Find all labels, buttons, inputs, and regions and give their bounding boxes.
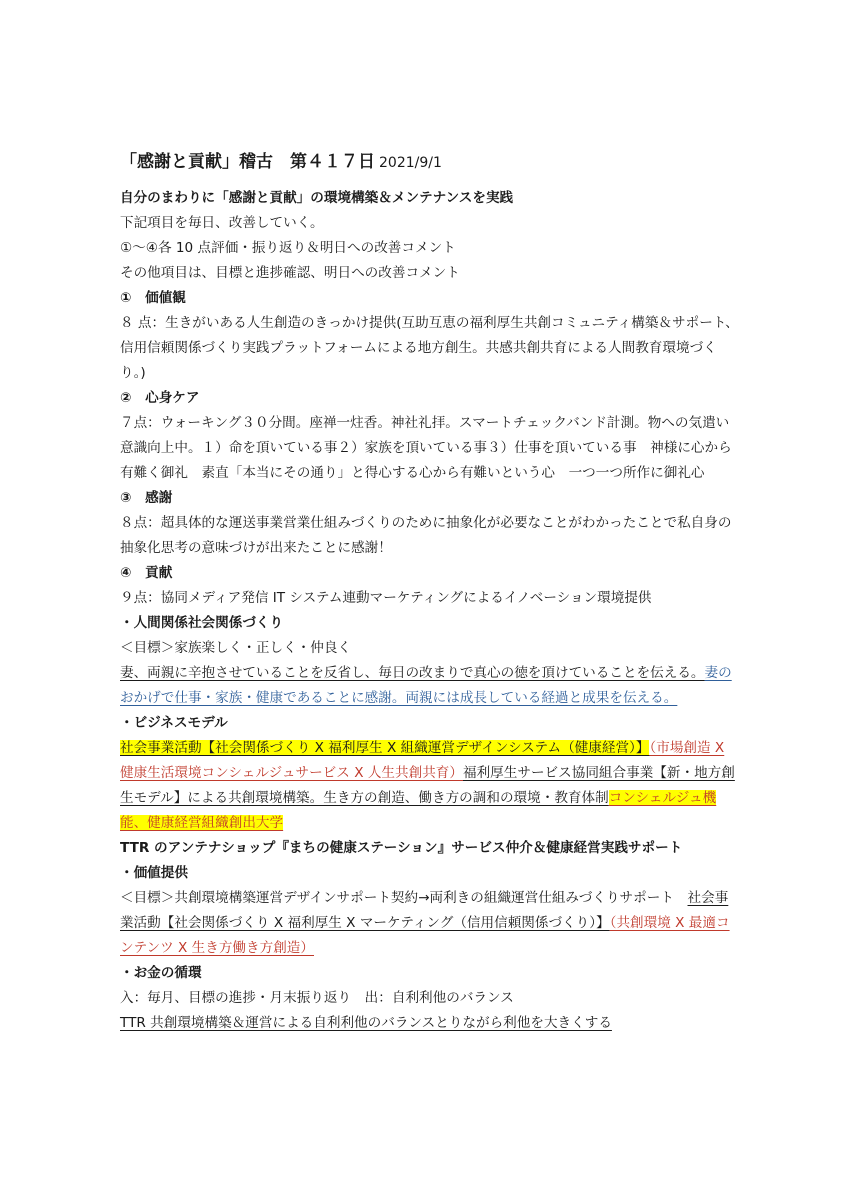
intro-heading: 自分のまわりに「感謝と貢献」の環境構築＆メンテナンスを実践	[120, 190, 514, 206]
section-contribution-heading: ④ 貢献	[120, 565, 173, 581]
intro-line-3: その他項目は、目標と進捗確認、明日への改善コメント	[120, 265, 460, 281]
title-date: 2021/9/1	[379, 155, 442, 171]
section-gratitude-body: ８点：超具体的な運送事業営業仕組みづくりのために抽象化が必要なことがわかったことで私自身の抽象化思考の意味づけが出来たことに感謝！	[120, 515, 732, 556]
title-main: 「感謝と貢献」稽古 第４１７日	[120, 152, 375, 172]
value-text-red: （共創環境 X 最適コンテンツ X 生き方働き方創造）	[120, 915, 730, 956]
human-relations-heading: ・人間関係社会関係づくり	[120, 615, 284, 631]
human-relations-text-black: 妻、両親に辛抱させていることを反省し、毎日の改まりで真心の徳を頂けていることを伝える。	[120, 665, 705, 681]
section-care-heading: ② 心身ケア	[120, 390, 200, 406]
section-values-heading: ① 価値観	[120, 290, 186, 306]
value-text-black: ＜目標＞共創環境構築運営デザインサポート契約→両利きの組織運営仕組みづくりサポート	[120, 890, 688, 906]
business-model-text	[120, 736, 740, 836]
document-page	[120, 150, 740, 1036]
business-black-1: 福利厚生サービス協同組合事業【新・地方創生モデル】による共創環境構築。生き方の創造、働き方の調和の環境・教育体制	[120, 765, 735, 806]
section-values-body: ８ 点：生きがいある人生創造のきっかけ提供(互助互恵の福利厚生共創コミュニティ構築＆サポート、信用信頼関係づくり実践プラットフォームによる地方創生。共感共創共育による人間教育環境づくり。)	[120, 315, 739, 381]
business-highlight-red: コンシェルジュ機能、健康経営組織創出大学	[120, 790, 717, 831]
business-highlight-1: 社会事業活動【社会関係づくり X 福利厚生 X 組織運営デザインシステム（健康経営）】	[120, 740, 650, 756]
business-model-heading: ・ビジネスモデル	[120, 715, 228, 731]
page-title	[120, 150, 740, 175]
ttr-heading: TTR のアンテナショップ『まちの健康ステーション』サービス仲介＆健康経営実践サポート	[120, 840, 683, 856]
human-relations-text-blue: 妻のおかげで仕事・家族・健康であることに感謝。両親には成長している経過と成果を伝える。	[120, 665, 732, 706]
human-relations-goal: ＜目標＞家族楽しく・正しく・仲良く	[120, 640, 352, 656]
value-heading: ・価値提供	[120, 865, 188, 881]
value-text-underlined: 社会事業活動【社会関係づくり X 福利厚生 X マーケティング（信用信頼関係づくり）】	[120, 890, 729, 931]
human-relations-text	[120, 661, 740, 711]
intro-line-2: ①〜④各 10 点評価・振り返り＆明日への改善コメント	[120, 240, 456, 256]
business-red-1: （市場創造 X 健康生活環境コンシェルジュサービス X 人生共創共育）	[120, 740, 725, 781]
money-line-2: TTR 共創環境構築＆運営による自利利他のバランスとりながら利他を大きくする	[120, 1015, 612, 1031]
money-line-1: 入：毎月、目標の進捗・月末振り返り 出：自利利他のバランス	[120, 990, 514, 1006]
intro-line-1: 下記項目を毎日、改善していく。	[120, 215, 324, 231]
section-gratitude-heading: ③ 感謝	[120, 490, 173, 506]
section-contribution-body: ９点：協同メディア発信 IT システム連動マーケティングによるイノベーション環境提供	[120, 590, 652, 606]
money-heading: ・お金の循環	[120, 965, 202, 981]
section-care-body: ７点：ウォーキング３０分間。座禅一炷香。神社礼拝。スマートチェックバンド計測。物への気遣い意識向上中。１）命を頂いている事２）家族を頂いている事３）仕事を頂いている事 神様に心から有難く御礼 素直「本当にその通り」と得心する心から有難いという心 一つ一つ所作に御礼心	[120, 415, 732, 481]
value-text	[120, 886, 740, 961]
